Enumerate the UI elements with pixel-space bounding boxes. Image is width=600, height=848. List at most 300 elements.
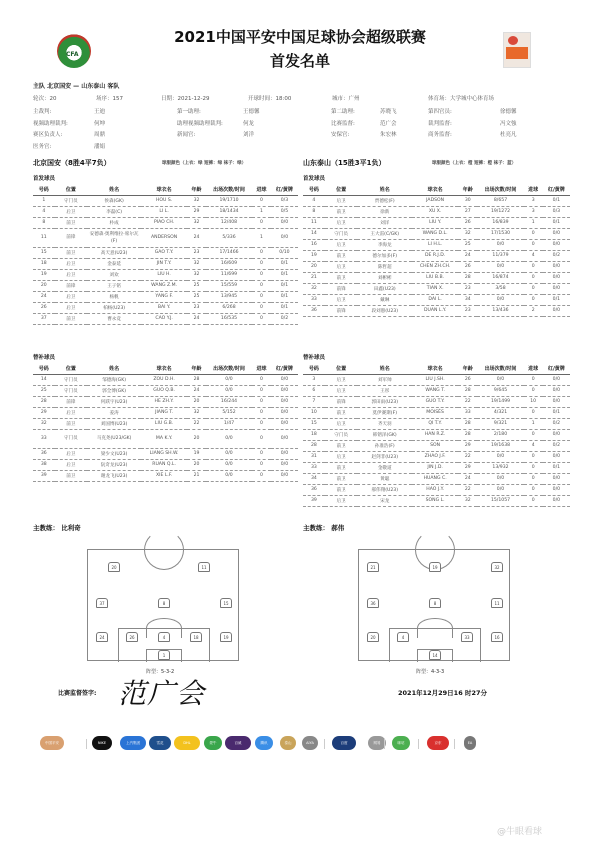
table-cell: 前卫	[55, 217, 87, 228]
table-cell: 0/0	[271, 459, 298, 470]
table-cell: 0/0	[271, 418, 298, 429]
table-cell: 32	[187, 217, 206, 228]
table-cell: 前卫	[325, 206, 358, 217]
table-cell: 守门员	[325, 228, 358, 239]
table-cell: 18	[303, 429, 325, 440]
table-cell: 23	[458, 305, 477, 316]
table-cell: 0/0	[271, 385, 298, 396]
table-cell: 后卫	[55, 302, 87, 313]
table-cell: 29	[33, 407, 55, 418]
column-header: 进球	[524, 185, 543, 195]
table-cell: 守门员	[55, 374, 87, 385]
table-cell: 0	[252, 459, 271, 470]
table-row	[303, 206, 570, 217]
column-header: 号码	[303, 364, 325, 374]
table-cell: HUANG C.	[412, 473, 458, 484]
table-cell: 后卫	[325, 239, 358, 250]
player-shirt-icon: 4	[158, 632, 170, 642]
table-cell: 0	[524, 429, 543, 440]
sponsor-logo: 雪花	[149, 736, 171, 750]
table-cell: 16	[303, 239, 325, 250]
player-shirt-icon: 32	[491, 562, 503, 572]
table-cell: 1	[524, 418, 543, 429]
table-cell: JIN T.Y.	[141, 258, 187, 269]
official-role: 第一助理:	[177, 109, 201, 115]
table-cell: 前卫	[325, 440, 358, 451]
official-role: 赛区负责人:	[33, 132, 63, 138]
table-cell: 郭全博(GK)	[87, 385, 141, 396]
table-cell: 守门员	[325, 429, 358, 440]
official-name: 周鼎	[94, 132, 106, 138]
table-cell: 安德森·奥利维拉·席尔瓦(F)	[87, 228, 141, 247]
table-cell: 金泰延	[87, 258, 141, 269]
table-cell: QI T.Y.	[412, 418, 458, 429]
table-cell: 32	[187, 258, 206, 269]
table-cell: 0/0	[543, 305, 570, 316]
sponsor-logo: 百威	[225, 736, 251, 750]
official-name: 冯文強	[500, 120, 517, 127]
table-row	[33, 407, 298, 418]
table-row	[303, 195, 570, 206]
table-cell: 12/408	[206, 217, 252, 228]
table-cell: 11/699	[206, 269, 252, 280]
table-cell: 后卫	[55, 206, 87, 217]
table-cell: 曹永竞	[87, 313, 141, 324]
player-shirt-icon: 11	[198, 562, 210, 572]
table-cell: CHEN ZH.CH.	[412, 261, 458, 272]
player-shirt-icon: 8	[429, 598, 441, 608]
table-cell: 柏杨(U23)	[87, 302, 141, 313]
table-cell: 20	[187, 429, 206, 448]
table-cell: 4/321	[477, 407, 523, 418]
document-title: 2021中国平安中国足球协会超级联赛	[174, 28, 426, 46]
table-cell: 8/657	[477, 195, 523, 206]
table-row	[33, 206, 298, 217]
sponsor-logo: 百度	[332, 736, 356, 750]
player-shirt-icon: 21	[367, 562, 379, 572]
table-cell: 前锋	[325, 283, 358, 294]
column-header: 进球	[252, 364, 271, 374]
table-cell: 34	[458, 294, 477, 305]
official-role: 安保官:	[331, 132, 350, 138]
table-cell: 守门员	[55, 195, 87, 206]
table-cell: 4	[524, 250, 543, 261]
table-cell: 段刘愚(U23)	[357, 305, 411, 316]
table-cell: 前锋	[55, 228, 87, 247]
column-header: 红/黄牌	[543, 364, 570, 374]
table-cell: YANG F.	[141, 291, 187, 302]
table-cell: RUAN Q.L.	[141, 459, 187, 470]
table-cell: 0	[524, 385, 543, 396]
table-cell: 0/2	[543, 418, 570, 429]
table-cell: 0/0	[206, 429, 252, 448]
table-cell: 守门员	[55, 385, 87, 396]
table-cell: 4	[33, 206, 55, 217]
table-row	[303, 473, 570, 484]
table-cell: 15/559	[206, 280, 252, 291]
table-cell: 25	[33, 385, 55, 396]
column-header: 位置	[325, 364, 358, 374]
table-cell: 0/1	[543, 195, 570, 206]
table-cell: 23	[187, 247, 206, 258]
table-cell: 0/0	[543, 239, 570, 250]
column-header: 进球	[524, 364, 543, 374]
table-cell: 前卫	[55, 418, 87, 429]
player-shirt-icon: 33	[461, 632, 473, 642]
table-cell: 前锋	[55, 280, 87, 291]
table-cell: 0	[524, 283, 543, 294]
table-cell: 32	[187, 407, 206, 418]
table-cell: 19	[187, 448, 206, 459]
official-name: 杜亮凡	[500, 132, 517, 138]
table-cell: 0/0	[543, 495, 570, 506]
table-cell: 9/645	[477, 385, 523, 396]
sponsor-logo: 泰山	[280, 736, 296, 750]
table-cell: 4	[524, 440, 543, 451]
table-cell: 25	[187, 280, 206, 291]
table-cell: ZOU D.H.	[141, 374, 187, 385]
column-header: 球衣名	[412, 185, 458, 195]
table-cell: 3	[524, 195, 543, 206]
player-shirt-icon: 20	[367, 632, 379, 642]
table-cell: 28	[458, 418, 477, 429]
table-cell: 5/336	[206, 228, 252, 247]
table-cell: JIN J.D.	[412, 462, 458, 473]
table-cell: 29	[458, 440, 477, 451]
table-cell: 0/1	[543, 462, 570, 473]
match-date: 日期：2021-12-29	[161, 96, 210, 102]
table-row	[33, 228, 298, 247]
table-cell: XIE L.F.	[141, 470, 187, 481]
table-cell: HAN R.Z.	[412, 429, 458, 440]
home-team-name: 北京国安（8胜4平7负）	[33, 159, 111, 167]
table-cell: 17/1530	[477, 228, 523, 239]
table-cell: 15	[303, 418, 325, 429]
table-cell: 0/0	[543, 272, 570, 283]
home-starters-table	[33, 185, 298, 325]
table-cell: 戴琳	[357, 294, 411, 305]
table-cell: 3	[303, 374, 325, 385]
table-row	[303, 283, 570, 294]
player-shirt-icon: 19	[429, 562, 441, 572]
table-cell: 23	[187, 302, 206, 313]
table-cell: 0/0	[543, 451, 570, 462]
table-cell: 0/0	[271, 429, 298, 448]
table-cell: 阮奇龙(U23)	[87, 459, 141, 470]
table-cell: 27	[458, 206, 477, 217]
table-cell: 33	[458, 407, 477, 418]
table-cell: MOISÉS	[412, 407, 458, 418]
home-formation-pitch	[87, 549, 239, 661]
table-cell: 25	[458, 239, 477, 250]
table-cell: 30	[458, 195, 477, 206]
signature-timestamp: 2021年12月29日16 时27分	[398, 689, 488, 697]
table-cell: 刘洋	[357, 217, 411, 228]
table-cell: 0	[252, 269, 271, 280]
table-cell: 梁少文(U23)	[87, 448, 141, 459]
column-header: 号码	[303, 185, 325, 195]
table-cell: 21	[187, 470, 206, 481]
sponsor-logo: 蒙牛	[204, 736, 222, 750]
column-header: 年龄	[458, 185, 477, 195]
table-row	[33, 448, 298, 459]
table-cell: WANG T.	[412, 385, 458, 396]
table-row	[33, 258, 298, 269]
column-header: 位置	[55, 185, 87, 195]
table-cell: 32	[458, 495, 477, 506]
table-cell: 0	[524, 239, 543, 250]
table-cell: TIAN X.	[412, 283, 458, 294]
table-cell: 8	[33, 217, 55, 228]
table-cell: 36	[33, 448, 55, 459]
table-cell: 16/535	[206, 313, 252, 324]
column-header: 球衣名	[141, 364, 187, 374]
table-row	[33, 280, 298, 291]
player-shirt-icon: 4	[397, 632, 409, 642]
table-cell: 13/945	[206, 291, 252, 302]
column-header: 红/黄牌	[271, 364, 298, 374]
table-cell: 前卫	[325, 407, 358, 418]
table-cell: 18	[33, 258, 55, 269]
table-cell: 34	[303, 473, 325, 484]
table-cell: 后卫	[55, 448, 87, 459]
column-header: 号码	[33, 185, 55, 195]
table-cell: 29	[458, 462, 477, 473]
table-cell: 28	[33, 396, 55, 407]
table-cell: 36	[303, 305, 325, 316]
table-row	[33, 269, 298, 280]
official-role: 主裁判:	[33, 109, 52, 115]
table-cell: 王子铭	[87, 280, 141, 291]
table-cell: BAI Y.	[141, 302, 187, 313]
table-cell: 0	[524, 272, 543, 283]
official-role: 助理视频助理裁判:	[177, 120, 223, 127]
player-shirt-icon: 36	[367, 598, 379, 608]
table-row	[33, 385, 298, 396]
column-header: 出场次数/时间	[206, 364, 252, 374]
table-cell: 32	[33, 418, 55, 429]
away-team-name: 山东泰山（15胜3平1负）	[303, 159, 386, 167]
table-cell: 0/0	[206, 459, 252, 470]
table-cell: 29	[187, 206, 206, 217]
official-name: 王德馨	[243, 109, 260, 115]
sponsor-logo: 中国平安	[40, 736, 64, 750]
table-cell: 前锋	[325, 305, 358, 316]
official-name: 何龙	[243, 120, 255, 127]
table-row	[33, 247, 298, 258]
table-cell: 0	[524, 374, 543, 385]
table-cell: 24	[458, 250, 477, 261]
table-header	[303, 364, 570, 374]
table-cell: 0/2	[271, 313, 298, 324]
table-cell: 后卫	[325, 451, 358, 462]
table-row	[303, 440, 570, 451]
table-cell: 前锋	[325, 396, 358, 407]
table-cell: ZHAO J.F.	[412, 451, 458, 462]
table-cell: 21	[303, 272, 325, 283]
table-cell: 22	[458, 451, 477, 462]
column-header: 位置	[325, 185, 358, 195]
match-round: 轮次：20	[33, 96, 57, 102]
table-cell: 0/1	[271, 291, 298, 302]
table-cell: 28	[303, 440, 325, 451]
table-cell: 刘欢	[87, 269, 141, 280]
table-cell: 0/1	[271, 269, 298, 280]
sponsor-logo: 咪咕	[392, 736, 410, 750]
table-cell: 1	[252, 228, 271, 247]
player-shirt-icon: 19	[220, 632, 232, 642]
table-row	[303, 451, 570, 462]
table-cell: LIANG SH.W.	[141, 448, 187, 459]
table-cell: 5/152	[206, 407, 252, 418]
player-shirt-icon: 18	[190, 632, 202, 642]
table-cell: 后卫	[325, 195, 358, 206]
table-cell: 0/0	[477, 451, 523, 462]
table-cell: 19/1499	[477, 396, 523, 407]
table-cell: 0/0	[271, 407, 298, 418]
table-cell: GUO T.Y.	[412, 396, 458, 407]
column-header: 年龄	[187, 185, 206, 195]
player-shirt-icon: 15	[220, 598, 232, 608]
column-header: 进球	[252, 185, 271, 195]
table-cell: 0	[252, 247, 271, 258]
sponsor-logo: DHL	[174, 736, 200, 750]
table-cell: 前卫	[325, 462, 358, 473]
column-header: 姓名	[87, 364, 141, 374]
table-cell: 0	[524, 228, 543, 239]
table-row	[33, 291, 298, 302]
official-name: 徐德馨	[500, 109, 517, 115]
table-cell: 后卫	[325, 217, 358, 228]
table-cell: 杨帆	[87, 291, 141, 302]
table-cell: 26	[458, 374, 477, 385]
signature-label: 比赛监督签字:	[58, 690, 97, 697]
table-cell: 0/0	[543, 396, 570, 407]
match-city: 城市：广州	[332, 96, 360, 102]
table-cell: 0/0	[477, 374, 523, 385]
table-cell: 26	[33, 302, 55, 313]
table-cell: 0	[252, 217, 271, 228]
column-header: 出场次数/时间	[206, 185, 252, 195]
column-header: 球衣名	[141, 185, 187, 195]
table-cell: PIAO CH.	[141, 217, 187, 228]
table-cell: 马克尧(U23/GK)	[87, 429, 141, 448]
table-cell: 28	[187, 374, 206, 385]
home-subs-label: 替补球员	[33, 355, 56, 361]
table-cell: 前锋	[55, 396, 87, 407]
table-cell: 0/1	[543, 294, 570, 305]
player-shirt-icon: 24	[96, 632, 108, 642]
table-cell: 姜涛	[87, 407, 141, 418]
table-cell: 邹德海(GK)	[87, 374, 141, 385]
table-cell: 0/0	[271, 228, 298, 247]
table-cell: DUAN L.Y.	[412, 305, 458, 316]
player-shirt-icon: 20	[108, 562, 120, 572]
sponsor-logos	[40, 736, 560, 756]
table-cell: 0/0	[543, 374, 570, 385]
table-row	[303, 217, 570, 228]
table-cell: DAI L.	[412, 294, 458, 305]
table-cell: 前卫	[325, 272, 358, 283]
table-cell: 0/0	[271, 374, 298, 385]
table-header	[303, 185, 570, 195]
table-cell: 1	[252, 206, 271, 217]
table-cell: 后卫	[325, 495, 358, 506]
table-cell: 32	[303, 283, 325, 294]
player-shirt-icon: 8	[158, 598, 170, 608]
table-cell: 0/0	[271, 396, 298, 407]
table-cell: 0/0	[271, 217, 298, 228]
table-cell: 2/180	[477, 429, 523, 440]
table-cell: 0	[524, 294, 543, 305]
table-cell: 24	[33, 291, 55, 302]
player-shirt-icon: 26	[126, 632, 138, 642]
table-cell: 0/0	[477, 261, 523, 272]
table-cell: 28	[458, 385, 477, 396]
table-cell: 后卫	[55, 291, 87, 302]
table-cell: 前卫	[325, 473, 358, 484]
table-row	[33, 374, 298, 385]
table-cell: 0	[524, 484, 543, 495]
sponsor-logo: NIKE	[92, 736, 112, 750]
table-cell: 1	[524, 217, 543, 228]
table-row	[303, 239, 570, 250]
home-starters-label: 首发球员	[33, 176, 56, 182]
away-starters-label: 首发球员	[303, 176, 326, 182]
table-cell: 0	[252, 429, 271, 448]
table-cell: 11	[303, 217, 325, 228]
table-cell: 14	[303, 228, 325, 239]
table-cell: 19/1272	[477, 206, 523, 217]
table-row	[33, 459, 298, 470]
table-row	[303, 250, 570, 261]
table-cell: 后卫	[325, 261, 358, 272]
table-cell: 0/0	[206, 470, 252, 481]
table-cell: 后卫	[55, 269, 87, 280]
table-cell: 刘彬彬	[357, 272, 411, 283]
sponsor-logo: 京东	[427, 736, 449, 750]
table-cell: 22	[187, 418, 206, 429]
official-name: 范广会	[380, 120, 397, 127]
away-starters-table	[303, 185, 570, 317]
table-cell: LI L.	[141, 206, 187, 217]
table-cell: 4	[303, 195, 325, 206]
column-header: 球衣名	[412, 364, 458, 374]
table-cell: 6	[303, 385, 325, 396]
table-cell: 0/0	[543, 228, 570, 239]
table-cell: 18/1434	[206, 206, 252, 217]
referee-signature: 范广会	[118, 677, 206, 710]
column-header: 姓名	[357, 185, 411, 195]
sponsor-logo: 腾讯	[255, 736, 273, 750]
table-cell: 20	[303, 261, 325, 272]
official-role: 医务官:	[33, 143, 52, 150]
table-cell: 0/1	[271, 280, 298, 291]
home-subs-table	[33, 364, 298, 482]
table-cell: JADSON	[412, 195, 458, 206]
table-cell: 宋龙	[357, 495, 411, 506]
table-row	[303, 462, 570, 473]
table-cell: 莫伊赛斯(F)	[357, 407, 411, 418]
table-cell: 金敬道	[357, 462, 411, 473]
column-header: 出场次数/时间	[477, 364, 523, 374]
table-cell: 19/1710	[206, 195, 252, 206]
table-cell: 孙准浩(F)	[357, 440, 411, 451]
table-cell: 6/268	[206, 302, 252, 313]
table-cell: 贾德松(F)	[357, 195, 411, 206]
table-cell: 0/0	[477, 473, 523, 484]
table-cell: 0	[252, 258, 271, 269]
